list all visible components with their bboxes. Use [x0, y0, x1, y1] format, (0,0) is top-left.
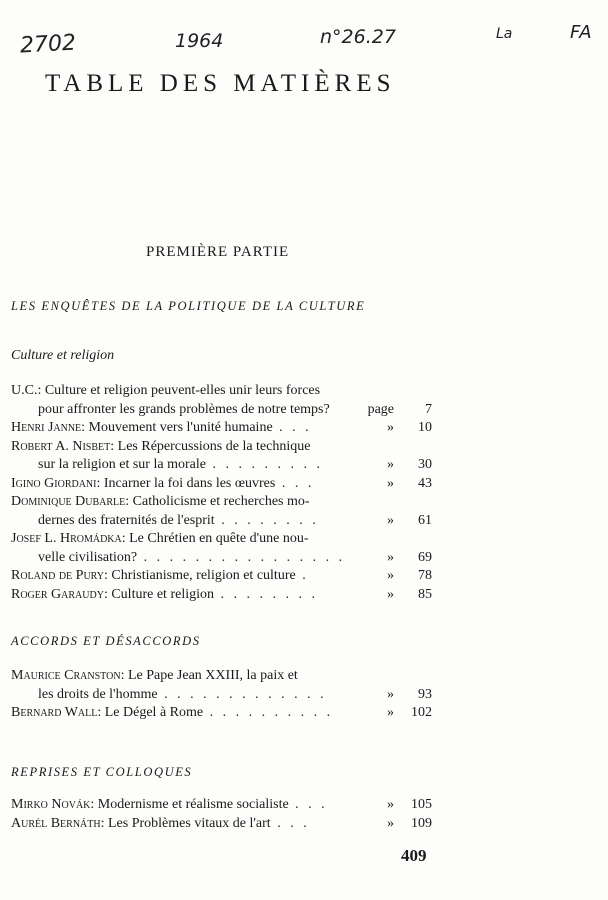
toc-author: Mirko Novák: [11, 797, 91, 812]
toc-page-marker: page: [367, 401, 394, 417]
toc-title: : Incarner la foi dans les œuvres: [96, 475, 276, 491]
toc-author: Aurél Bernáth: [11, 815, 101, 831]
handwritten-note-1: 2702: [19, 30, 77, 59]
toc-list-culture: [11, 382, 432, 604]
toc-page-number: 105: [411, 797, 432, 812]
toc-entry: [11, 530, 432, 567]
toc-page-marker: »: [387, 420, 394, 435]
toc-line-continued: [11, 401, 432, 420]
toc-line-continued: [11, 512, 432, 531]
toc-entry: [11, 475, 432, 494]
toc-leader-dots: . . . . . . . . . .: [203, 705, 334, 720]
toc-line: [11, 586, 432, 605]
toc-line: [11, 667, 432, 686]
toc-page-marker: »: [387, 512, 394, 528]
toc-line: [11, 419, 432, 438]
toc-title: : Les Problèmes vitaux de l'art: [100, 815, 271, 831]
toc-title: : Le Chrétien en quête d'une nou-: [121, 531, 309, 546]
toc-title: : Le Pape Jean XXIII, la paix et: [120, 668, 298, 683]
toc-leader-dots: . . .: [275, 475, 315, 491]
toc-author: Henri Janne: [11, 420, 82, 435]
section-heading-enquetes: LES ENQUÊTES DE LA POLITIQUE DE LA CULTURE: [11, 299, 366, 313]
toc-entry: [11, 815, 432, 834]
toc-entry: [11, 567, 432, 586]
toc-title: : Modernisme et réalisme socialiste: [90, 797, 289, 812]
toc-leader-dots: . . .: [272, 420, 312, 435]
toc-leader-dots: . . .: [270, 815, 310, 831]
toc-author: Maurice Cranston: [11, 668, 121, 683]
toc-line: [11, 704, 432, 723]
toc-title: : Mouvement vers l'unité humaine: [81, 420, 273, 435]
toc-leader-dots: . . . . . . . . . . . . .: [157, 686, 327, 702]
toc-page-number: 10: [418, 420, 432, 435]
subsection-heading-culture-religion: Culture et religion: [11, 348, 115, 363]
toc-title: : Culture et religion: [103, 586, 214, 602]
toc-line: [11, 493, 432, 512]
toc-entry: [11, 704, 432, 723]
toc-title-continued: pour affronter les grands problèmes de notre temps?: [38, 401, 330, 417]
toc-entry: [11, 419, 432, 438]
toc-author: Dominique Dubarle: [11, 494, 126, 509]
toc-author: Igino Giordani: [11, 475, 97, 491]
toc-line: [11, 796, 432, 815]
section-heading-reprises: REPRISES ET COLLOQUES: [11, 765, 193, 779]
toc-page-marker: »: [387, 475, 394, 491]
toc-entry: [11, 667, 432, 704]
toc-page-number: 102: [411, 705, 432, 720]
toc-author: Bernard Wall: [11, 705, 98, 720]
toc-leader-dots: . . . . . . . . . . . . . . . .: [137, 549, 346, 565]
toc-entry: [11, 438, 432, 475]
toc-line: [11, 438, 432, 457]
toc-title: : Christianisme, religion et culture: [104, 568, 296, 583]
toc-page-number: 93: [418, 686, 432, 702]
toc-list-accords: [11, 667, 432, 723]
part-heading: PREMIÈRE PARTIE: [146, 244, 290, 260]
toc-title: : Culture et religion peuvent-elles unir leurs forces: [37, 383, 321, 398]
toc-page-marker: »: [387, 568, 394, 583]
toc-leader-dots: . . . . . . . .: [214, 512, 319, 528]
handwritten-note-2: 1964: [175, 30, 224, 52]
toc-page-marker: »: [387, 797, 394, 812]
toc-leader-dots: . . . . . . . . .: [205, 457, 323, 472]
toc-page-marker: »: [387, 815, 394, 831]
toc-line-continued: [11, 549, 432, 568]
toc-title: : Le Dégel à Rome: [97, 705, 204, 720]
toc-leader-dots: . . .: [288, 797, 328, 812]
toc-line: [11, 382, 432, 401]
handwritten-note-5: FA: [570, 22, 592, 43]
toc-page-number: 78: [418, 568, 432, 583]
toc-title-continued: dernes des fraternités de l'esprit: [38, 512, 215, 528]
toc-author: U.C.: [11, 383, 38, 398]
toc-entry: [11, 796, 432, 815]
toc-author: Roger Garaudy: [11, 586, 104, 602]
toc-entry: [11, 493, 432, 530]
toc-line-continued: [11, 686, 432, 705]
toc-entry: [11, 382, 432, 419]
toc-list-reprises: [11, 796, 432, 833]
toc-line: [11, 475, 432, 494]
toc-title: : Catholicisme et recherches mo-: [125, 494, 310, 509]
toc-line-continued: [11, 456, 432, 475]
toc-line: [11, 530, 432, 549]
toc-title-continued: velle civilisation?: [38, 549, 138, 565]
toc-author: Josef L. Hromádka: [11, 531, 122, 546]
toc-page-number: 69: [418, 549, 432, 565]
handwritten-note-3: n°26.27: [320, 26, 396, 48]
toc-title-continued: sur la religion et sur la morale: [38, 457, 206, 472]
toc-title-continued: les droits de l'homme: [38, 686, 158, 702]
toc-page-marker: »: [387, 457, 394, 472]
toc-page-marker: »: [387, 705, 394, 720]
page-title: TABLE DES MATIÈRES: [45, 70, 396, 97]
toc-author: Robert A. Nisbet: [11, 438, 111, 454]
toc-line: [11, 567, 432, 586]
handwritten-note-4: La: [496, 26, 513, 42]
toc-page-marker: »: [387, 549, 394, 565]
toc-page-number: 85: [418, 586, 432, 602]
section-heading-accords: ACCORDS ET DÉSACCORDS: [11, 634, 201, 648]
toc-page-marker: »: [387, 586, 394, 602]
toc-leader-dots: .: [295, 568, 309, 583]
toc-page-number: 7: [425, 401, 432, 417]
toc-title: : Les Répercussions de la technique: [110, 438, 311, 454]
page-number: 409: [401, 846, 427, 865]
toc-page-number: 43: [418, 475, 432, 491]
toc-line: [11, 815, 432, 834]
toc-page-number: 61: [418, 512, 432, 528]
toc-page-number: 109: [411, 815, 432, 831]
toc-page-number: 30: [418, 457, 432, 472]
toc-page-marker: »: [387, 686, 394, 702]
toc-entry: [11, 586, 432, 605]
toc-leader-dots: . . . . . . . .: [213, 586, 318, 602]
toc-author: Roland de Pury: [11, 568, 105, 583]
